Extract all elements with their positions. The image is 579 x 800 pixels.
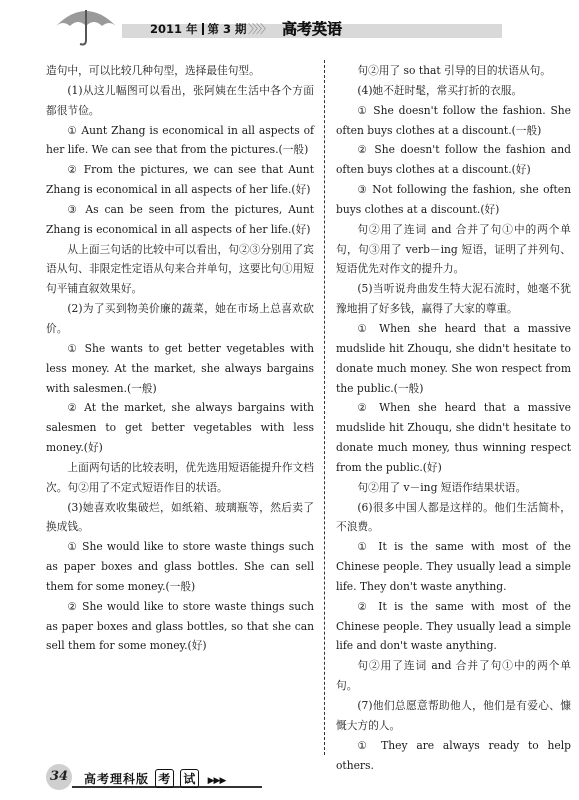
paragraph: ① When she heard that a massive mudslide hit Zhouqu, she didn't hesitate to donate much money. She won respect from the public.(一般) [336,321,571,395]
paragraph: 句②用了连词 and 合并了句①中的两个单句。 [336,659,571,693]
paragraph: 从上面三句话的比较中可以看出，句②③分别用了宾语从句、非限定性定语从句来合并单句，这要比句①用短句平铺直叙效果好。 [46,242,314,296]
paragraph: ① She would like to store waste things such as paper boxes and glass bottles. She can sell them for some money.(一般) [46,540,314,593]
footer-title-group [84,769,225,788]
issue-separator [202,23,204,35]
paragraph: 句②用了 v－ing 短语作结果状语。 [357,480,527,494]
paragraph: ② When she heard that a massive mudslide hit Zhouqu, she didn't hesitate to donate much money, thus winning respect from the public.(好) [336,401,571,474]
paragraph: ② From the pictures, we can see that Aunt Zhang is economical in all aspects of her life.(好) [46,163,314,197]
footer-title: 高考理科版 [84,772,150,786]
paragraph: (6)很多中国人都是这样的。他们生活简朴，不浪费。 [336,500,571,534]
paragraph: 造句中，可以比较几种句型，选择最佳句型。 [46,64,260,77]
paragraph: (4)她不赶时髦，常买打折的衣服。 [357,83,523,97]
paragraph: ③ Not following the fashion, she often buys clothes at a discount.(好) [336,183,571,216]
paragraph: ② She doesn't follow the fashion and often buys clothes at a discount.(好) [336,143,571,177]
footer-arrows-icon: ▶▶▶ [207,776,226,786]
paragraph: (1)从这儿幅图可以看出，张阿姨在生活中各个方面都很节俭。 [46,83,314,117]
left-column [46,61,314,656]
paragraph: (7)他们总愿意帮助他人，他们是有爱心、慷慨大方的人。 [336,699,571,732]
paragraph: (5)当听说舟曲发生特大泥石流时，她毫不犹豫地捐了好多钱，赢得了大家的尊重。 [336,282,571,316]
footer-box-kao: 考 [155,769,174,788]
paragraph: 句②用了连词 and 合并了句①中的两个单句，句③用了 verb－ing 短语，证明了并列句、短语优先对作文的提升力。 [336,222,571,276]
paragraph: ② At the market, she always bargains with salesmen to get better vegetables with less money.(好) [46,401,314,455]
paragraph: 上面两句话的比较表明，优先选用短语能提升作文档次。句②用了不定式短语作目的状语。 [46,460,314,494]
paragraph: ③ As can be seen from the pictures, Aunt Zhang is economical in all aspects of her life.(好) [46,202,314,236]
year-label: 2011 年 [150,22,198,36]
issue-number: 第 3 期 [207,22,247,36]
issue-label [150,21,247,37]
paragraph: ① She doesn't follow the fashion. She often buys clothes at a discount.(一般) [336,103,571,137]
page-footer [0,762,579,800]
footer-box-shi: 试 [180,769,199,788]
paragraph: ① Aunt Zhang is economical in all aspects of her life. We can see that from the pictures.(一般) [46,123,314,157]
umbrella-logo-icon [54,4,118,48]
paragraph: 句②用了 so that 引导的目的状语从句。 [357,64,551,77]
paragraph: ② It is the same with most of the Chinese people. They usually lead a simple life and don't waste anything. [336,599,571,653]
paragraph: ② She would like to store waste things such as paper boxes and glass bottles, so that she can sell them for some money.(好) [46,599,314,653]
paragraph: (2)为了买到物美价廉的蔬菜，她在市场上总喜欢砍价。 [46,302,314,335]
header-arrows: 〉〉〉〉 [248,22,271,36]
magazine-title: 高考英语 [282,20,343,38]
paragraph: ① They are always ready to help others. [336,738,571,772]
page-header [0,0,579,50]
page-number: 34 [46,764,72,790]
right-column [336,61,571,775]
column-divider [324,60,325,755]
paragraph: ① She wants to get better vegetables with less money. At the market, she always bargains with salesmen.(一般) [46,341,314,395]
paragraph: ① It is the same with most of the Chinese people. They usually lead a simple life. They don't waste anything. [336,540,571,593]
paragraph: (3)她喜欢收集破烂，如纸箱、玻璃瓶等，然后卖了换成钱。 [46,500,314,534]
